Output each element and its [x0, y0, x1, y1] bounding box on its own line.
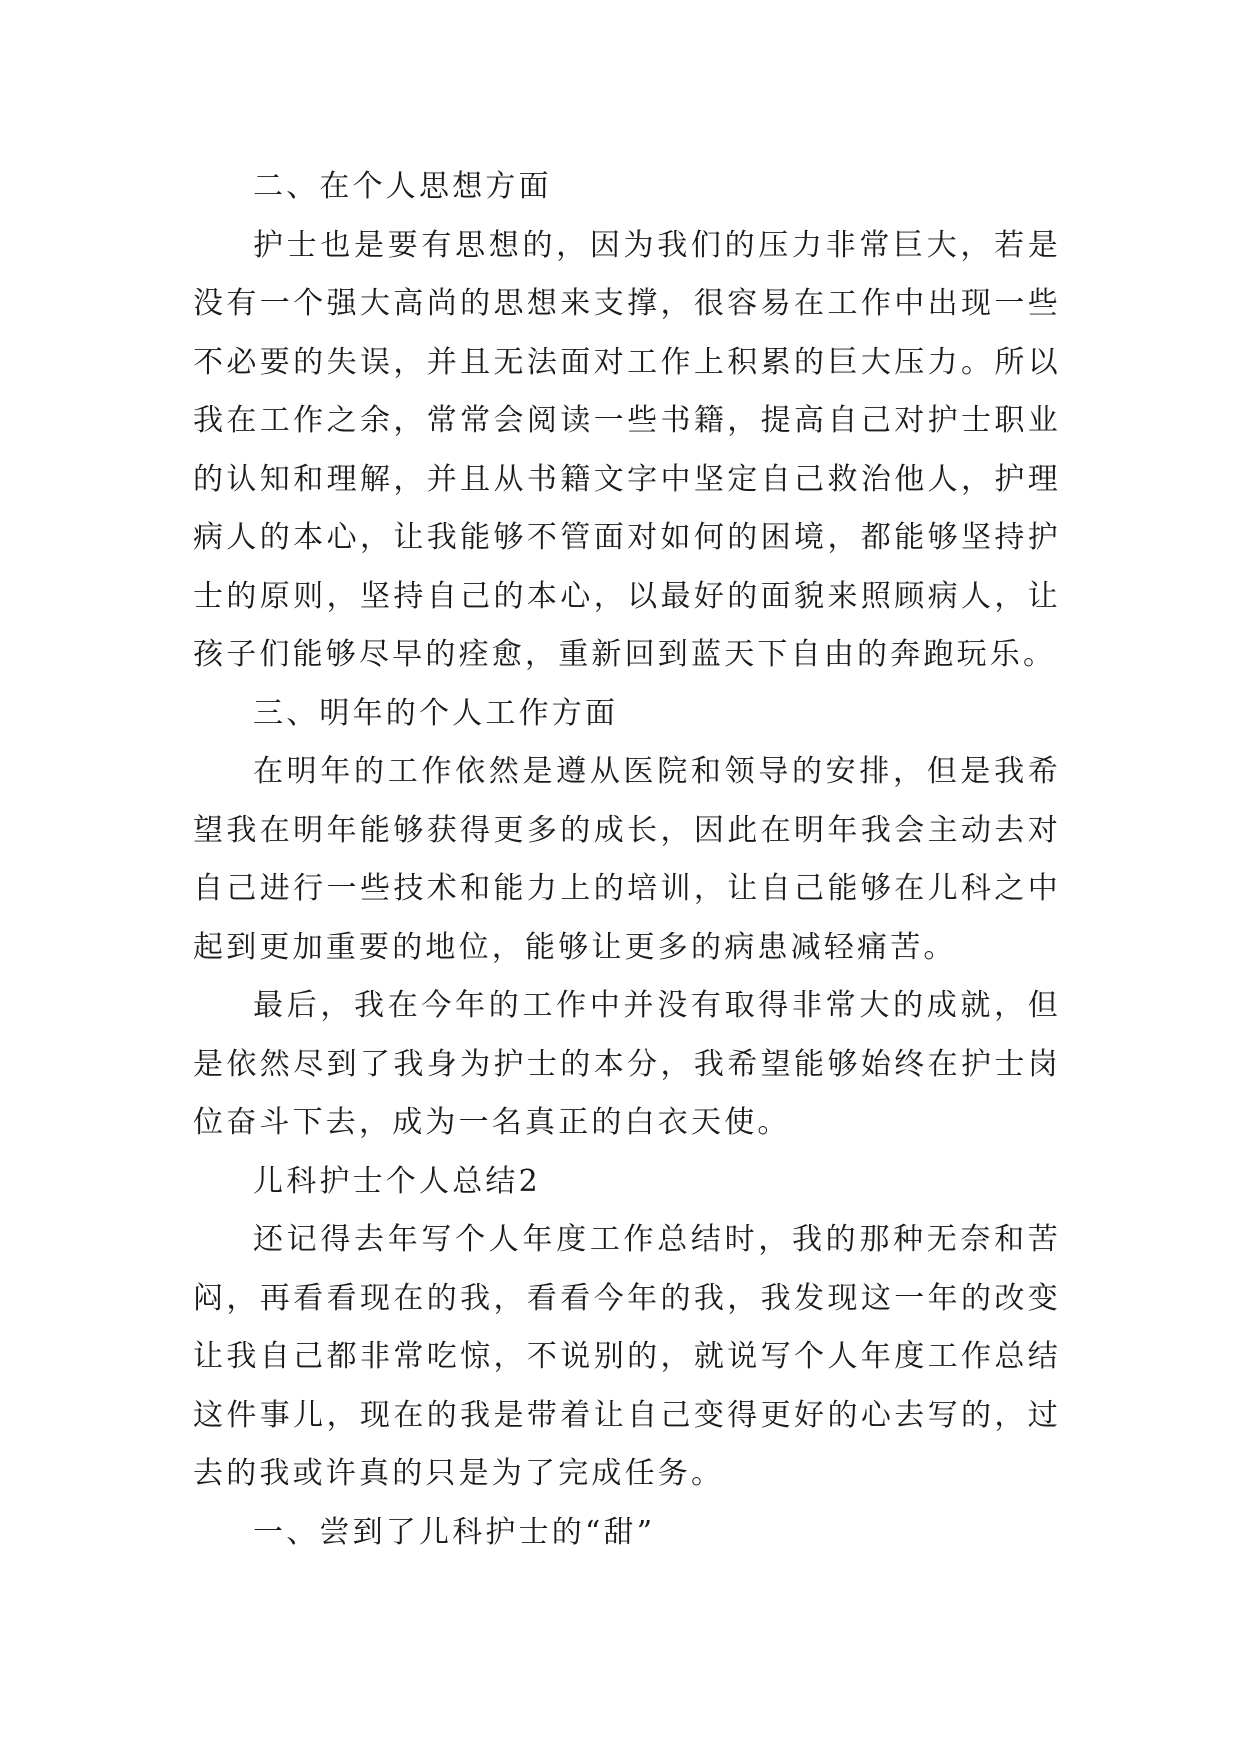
section-heading-thought: 二、在个人思想方面 — [253, 169, 552, 204]
paragraph-thought: 护士也是要有思想的，因为我们的压力非常巨大，若是没有一个强大高尚的思想来支撑，很容易在工作中出现一些不必要的失误，并且无法面对工作上积累的巨大压力。所以我在工作之余，常常会阅读一些书籍，提高自己对护士职业的认知和理解，并且从书籍文字中坚定自己救治他人，护理病人的本心，让我能够不管面对如何的困境，都能够坚持护士的原则，坚持自己的本心，以最好的面貌来照顾病人，让孩子们能够尽早的痊愈，重新回到蓝天下自由的奔跑玩乐。 — [193, 227, 1061, 672]
paragraph-summary-intro: 还记得去年写个人年度工作总结时，我的那种无奈和苦闷，再看看现在的我，看看今年的我，我发现这一年的改变让我自己都非常吃惊，不说别的，就说写个人年度工作总结这件事儿，现在的我是带着让自己变得更好的心去写的，过去的我或许真的只是为了完成任务。 — [193, 1222, 1061, 1491]
summary-title-2: 儿科护士个人总结2 — [253, 1163, 541, 1199]
paragraph-next-year: 在明年的工作依然是遵从医院和领导的安排，但是我希望我在明年能够获得更多的成长，因此在明年我会主动去对自己进行一些技术和能力上的培训，让自己能够在儿科之中起到更加重要的地位，能够让更多的病患减轻痛苦。 — [193, 754, 1061, 965]
document-body — [193, 158, 1061, 1562]
section-heading-sweet: 一、尝到了儿科护士的“甜” — [253, 1514, 656, 1550]
paragraph-conclusion: 最后，我在今年的工作中并没有取得非常大的成就，但是依然尽到了我身为护士的本分，我希望能够始终在护士岗位奋斗下去，成为一名真正的白衣天使。 — [193, 988, 1061, 1140]
section-heading-next-year: 三、明年的个人工作方面 — [253, 695, 619, 731]
